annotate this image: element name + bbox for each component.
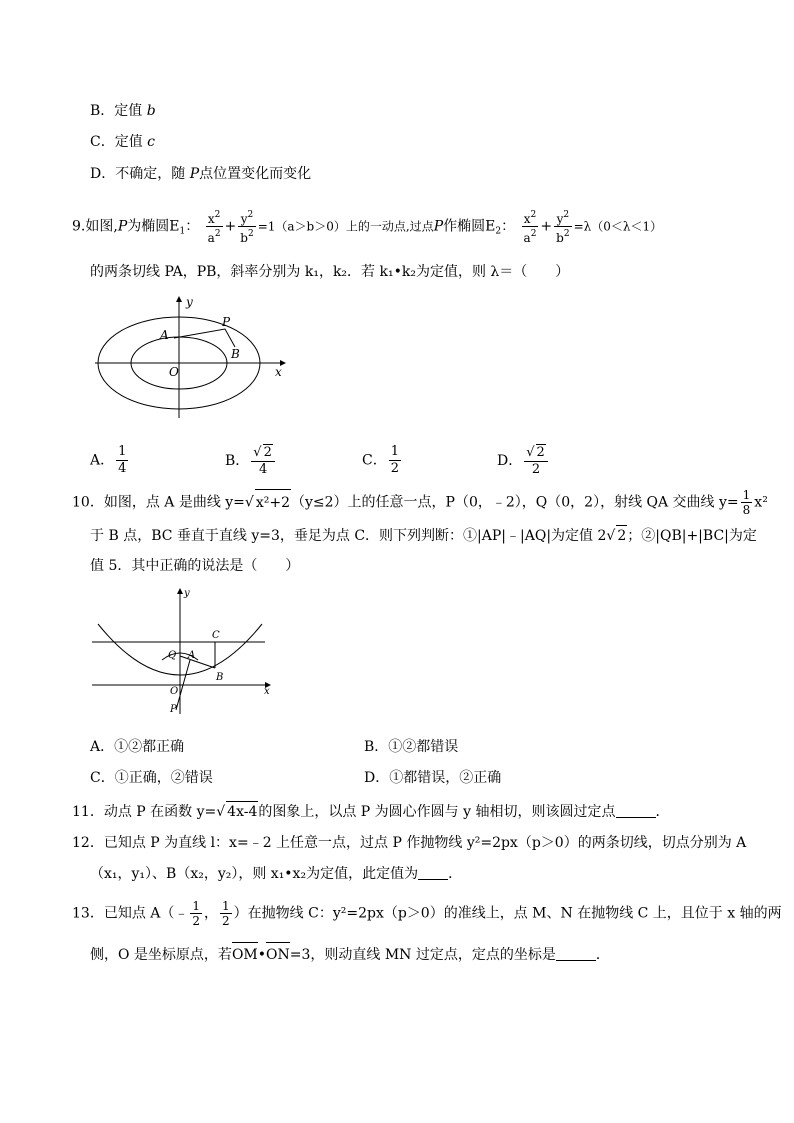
q13-stem-line1: 13．已知点 A（﹣ $\frac{1}{2}$ ， $\frac{1}{2}$ ）在抛物线 C：y²=2px（p＞0）的准线上，点 M、N 在抛物线 C 上，且位于 x 轴的两	[72, 899, 782, 928]
vector-on: ON	[266, 947, 290, 963]
q10-option-c: C．①正确，②错误	[90, 770, 213, 786]
q8-option-c: C．定值 c	[90, 134, 156, 150]
label-y: y	[184, 588, 190, 599]
q10-option-a: A．①②都正确	[90, 739, 185, 755]
q12-stem-line2: （x₁，y₁）、B（x₂，y₂），则 x₁•x₂为定值，此定值为 ．	[90, 866, 463, 882]
frac-y2-b2: $\frac{y^2}{b^2}$	[240, 210, 254, 245]
q12-stem-line1: 12．已知点 P 为直线 l：x=﹣2 上任意一点，过点 P 作抛物线 y²=2px（p＞0）的两条切线，切点分别为 A	[72, 835, 747, 851]
q13-stem-line2: 侧，O 是坐标原点，若OM•ON=3，则动直线 MN 过定点，定点的坐标是 ．	[90, 947, 610, 963]
q10-stem-line2: 于 B 点，BC 垂直于直线 y=3，垂足为点 C．则下列判断：①|AP|﹣|AQ|为定值 2√ 2；②|QB|+|BC|为定	[90, 525, 757, 546]
answer-blank[interactable]	[616, 803, 656, 818]
q11-stem: 11．动点 P 在函数 y=√ 4x-4的图象上，以点 P 为圆心作圆与 y 轴相切，则该圆过定点 ．	[72, 801, 670, 822]
label-b: B	[216, 672, 224, 683]
q9-option-a: A． $\frac{1}{4}$	[90, 444, 127, 476]
q9-stem-line2: 的两条切线 PA，PB，斜率分别为 k₁，k₂．若 k₁•k₂为定值，则 λ＝（ ）	[90, 264, 570, 280]
q10-stem-line3: 值 5．其中正确的说法是（ ）	[90, 558, 300, 574]
label-a: A	[188, 650, 196, 661]
q9-option-b: B． $\frac{√ 2}{4}$	[225, 444, 277, 478]
label-b: B	[231, 347, 240, 361]
q8-option-b: B．定值 b	[90, 103, 156, 119]
q10-stem-line1: 10．如图，点 A 是曲线 y=√ x²+2（y≤2）上的任意一点，P（0，﹣2），Q（0，2），射线 QA 交曲线 y= $\frac{1}{8}$ x²	[72, 488, 768, 517]
label-x: x	[264, 686, 270, 697]
q8-option-d: D．不确定，随 P点位置变化而变化	[90, 166, 312, 182]
frac-y2-b2-b: $\frac{y^2}{b^2}$	[556, 210, 570, 245]
label-y: y	[186, 295, 193, 309]
answer-blank[interactable]	[418, 865, 448, 880]
label-p: P	[222, 315, 231, 329]
q10-option-b: B．①②都错误	[364, 739, 459, 755]
q10-parabola-figure	[90, 586, 280, 718]
vector-om: OM	[231, 947, 258, 963]
label-o: O	[170, 686, 179, 697]
ray-qa	[180, 656, 215, 668]
label-a: A	[160, 328, 169, 342]
q9-stem-line1: 9.如图,P为椭圆$E_1$： $\frac{x^2}{a^2}$ + $\frac{y^2}{b^2}$ =1（a＞b＞0）上的一动点,过点P作椭圆$E_2$： $\frac{x^2}{a^2}$ + $\frac{y^2}{b^2}$ =λ（0＜λ＜1）	[72, 210, 663, 245]
tangent-lines	[174, 329, 235, 347]
frac-x2-a2: $\frac{x^2}{a^2}$	[207, 210, 221, 245]
label-p: P	[170, 704, 177, 715]
q9-option-d: D． $\frac{√ 2}{2}$	[497, 444, 550, 478]
frac-x2-a2-b: $\frac{x^2}{a^2}$	[523, 210, 537, 245]
q10-option-d: D．①都错误，②正确	[364, 770, 502, 786]
answer-blank[interactable]	[556, 946, 596, 961]
label-c: C	[212, 630, 220, 641]
label-o: O	[169, 365, 179, 379]
label-q: Q	[168, 650, 177, 661]
q9-option-c: C． $\frac{1}{2}$	[362, 444, 399, 476]
q9-ellipse-figure	[90, 292, 290, 420]
label-x: x	[275, 365, 282, 379]
